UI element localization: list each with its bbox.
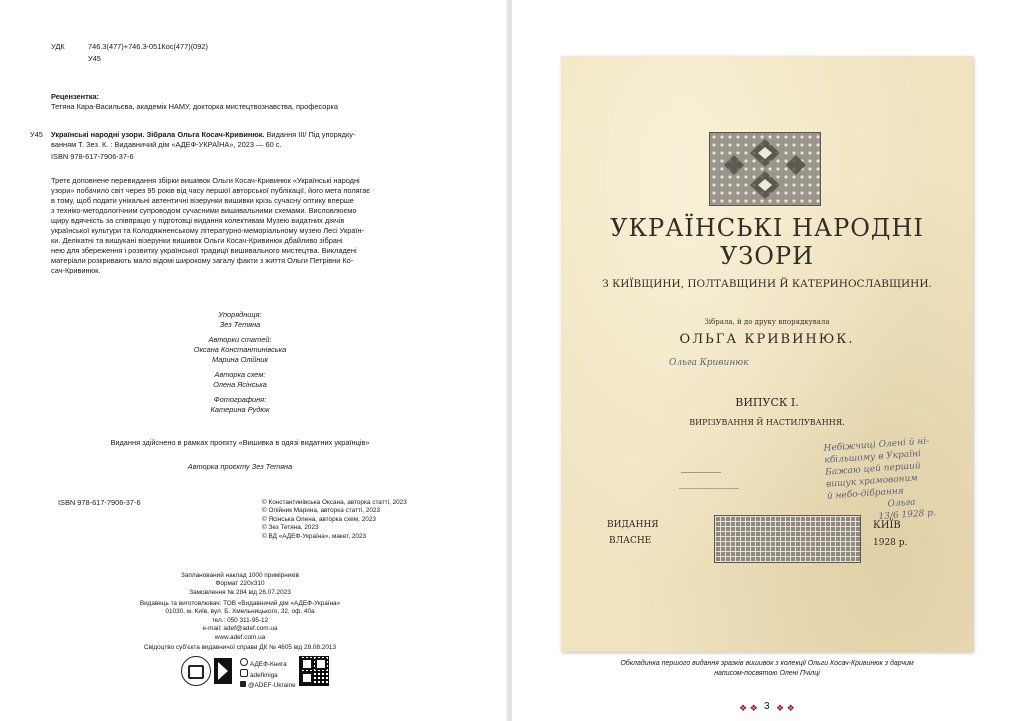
pencil-mark (681, 466, 721, 473)
embroidery-motif-top (709, 132, 821, 206)
cover-edition-1: ВИДАННЯ (607, 520, 659, 530)
cover-signature: Ольга Кривинюк (669, 358, 749, 368)
qr-code (299, 656, 329, 686)
youtube-icon (240, 681, 246, 687)
social-item[interactable] (240, 681, 296, 690)
inscription-line: кбільшому в Україні (824, 449, 922, 466)
publisher-line: www.adef.com.ua (214, 633, 266, 641)
embroidery-motif-bottom (714, 515, 861, 563)
publisher-line: e-mail: adef@adef.com.ua (202, 625, 278, 633)
social-item[interactable] (240, 658, 296, 669)
abstract-line: в тому, щоб подати унікальні автентичні візерунки вишивки крізь сучасну оптику вперше (51, 196, 354, 205)
abstract-line: з техніко-методологічним супроводом сучасними вишивальними схемами. Висловлюємо (51, 206, 357, 215)
inscription-line: Ольга (887, 497, 916, 510)
cover-issue-sub: ВИРІЗУВАННЯ Й НАСТИЛУВАННЯ. (689, 418, 845, 427)
publisher (120, 600, 360, 642)
caption-line: Обкладинка першого видання зразків вишивок з колекції Ольги Косач-Кривинюк з дарчим (620, 660, 914, 667)
ornament-left-icon: ❖ ❖ (739, 703, 758, 713)
adef-logo (181, 656, 211, 686)
biblio-code: У45 (30, 130, 43, 139)
motif-pattern (710, 133, 820, 205)
project-note: Видання здійснено в рамках проєкту «Вишивка в одязі видатних українців» (110, 438, 370, 447)
instagram-icon (240, 669, 248, 677)
biblio-isbn: ISBN 978-617-7906-37-6 (51, 152, 134, 161)
credit-name: Оксана Константинівська (193, 345, 287, 354)
imprint-line: Формат 220х310 (215, 580, 265, 588)
socials (240, 658, 296, 690)
pencil-mark (679, 480, 739, 489)
copyright-line: © Олійник Марина, авторка статті, 2023 (262, 507, 381, 515)
inscription-line: вишук храмованим (825, 473, 919, 490)
udk-value: 746.3(477)+746.3-051Кос(477)(092) (88, 42, 208, 51)
credit-role: Авторка схем: (214, 370, 266, 379)
copyright-line: © Ясінська Олена, авторка схем, 2023 (262, 515, 376, 523)
caption-line: написом-посвятою Олені Пчілці (714, 670, 820, 677)
biblio-rest: Видання III/ Під упорядку- (264, 130, 356, 139)
publisher-line: Видавець та виготовлювач: ТОВ «Видавничий дім «АДЕФ-Україна» (139, 600, 341, 607)
cover-year: 1928 р. (873, 538, 908, 548)
cover-edition-2: ВЛАСНЕ (609, 536, 652, 546)
abstract-line: щиру вдячність за співпрацю у підготовці видання колективам Музею видатних діячів (51, 216, 345, 225)
cover-caption (560, 659, 974, 679)
left-page (0, 0, 508, 721)
credit-name: Марина Олійник (211, 355, 269, 364)
inscription-line: 13/6 1928 р. (878, 508, 937, 523)
abstract-line: української культури та Колодяжненському літературно-меморіальному музею Лесі Україн- (51, 226, 365, 235)
copyright-line: © ВД «АДЕФ-Україна», макет, 2023 (262, 532, 367, 540)
abstract-line: Третє доповнене перевидання збірки вишивок Ольги Косач-Кривинюк «Українські народні (51, 176, 360, 185)
cover-issue: ВИПУСК І. (735, 396, 799, 409)
imprint-line: Замовлення № 284 від 26.07.2023 (189, 588, 291, 596)
credit-role: Фотографиня: (213, 395, 267, 404)
udk-code: У45 (88, 54, 101, 63)
credits (140, 310, 340, 415)
social-label: АДЕФ-Книга (250, 661, 287, 668)
publisher-line: 01030, м. Київ, вул. Б. Хмельницького, 32, оф. 40а (165, 608, 315, 616)
certificate: Свідоцтво суб'єкта видавничої справи ДК № 4605 від 28.08.2013 (143, 644, 337, 651)
credit-name: Олена Ясінська (213, 380, 267, 389)
cover-subtitle: З КИЇВЩИНИ, ПОЛТАВЩИНИ Й КАТЕРИНОСЛАВЩИНИ. (602, 278, 932, 290)
copyright-line: © Константинівська Оксана, авторка статті, 2023 (262, 499, 407, 506)
biblio-line2: ванням Т. Зез. К. : Видавничий дім «АДЕФ-УКРАЇНА», 2023 — 60 с. (51, 140, 282, 149)
imprint (130, 572, 350, 597)
cover-compiled-by: Зібрала, й до друку впорядкувала (704, 318, 830, 326)
cover-author: ОЛЬГА КРИВИНЮК. (679, 332, 855, 347)
abstract-line: матеріали розкривають мало відомі широкому загалу факти з життя Ольги Петрівни Ко- (51, 256, 354, 265)
facebook-icon (240, 658, 248, 666)
social-item[interactable] (240, 669, 296, 680)
credit-name: Катерина Рудюк (210, 405, 270, 414)
isbn-bottom: ISBN 978-617-7906-37-6 (58, 498, 141, 507)
project-author: Авторка проєкту Зез Тетяна (187, 462, 293, 471)
credit-name: Зез Тетяна (219, 320, 261, 329)
page-number: 3 (764, 701, 770, 712)
cover-inscription (823, 435, 936, 526)
biblio-line1 (51, 130, 451, 140)
copyrights (262, 499, 462, 541)
reviewer-text: Тетяна Кара-Васильєва, академік НАМУ, докторка мистецтвознавства, професорка (51, 102, 338, 111)
inscription-line: Бажаю цей перший (824, 461, 922, 478)
cover-city: КИЇВ (873, 520, 901, 531)
abstract-line: нею для збереження і розвитку української традиції вишивального мистецтва. Викладені (51, 246, 357, 255)
biblio-title: Українські народні узори. Зібрала Ольга Косач-Кривинюк. (51, 130, 265, 139)
cover-title-line2: УЗОРИ (719, 242, 815, 270)
cover-title-line1: УКРАЇНСЬКІ НАРОДНІ (610, 214, 924, 242)
abstract (51, 176, 451, 276)
cover-image (561, 56, 973, 652)
credit-role: Авторки статей: (208, 335, 272, 344)
inscription-line: й небо-дібрання (826, 486, 905, 502)
copyright-line: © Зез Тетяна, 2023 (262, 524, 319, 532)
reviewer-heading: Рецензентка: (51, 92, 100, 101)
inscription-line: Небіжчиці Олені й ні- (823, 436, 930, 454)
abstract-line: сач-Кривинюк. (51, 266, 101, 275)
credit-role: Упорядниця: (218, 310, 262, 319)
social-label: @ADEF-Ukraine (248, 681, 296, 689)
udk-label: УДК (51, 42, 65, 51)
ornament-right-icon: ❖ ❖ (776, 703, 795, 713)
publisher-line: тел.: 050 311-95-12 (211, 616, 269, 624)
abstract-line: ки. Делікатні та вишукані візерунки вишивок Ольги Косач-Кривинюк дбайливо зібрані (51, 236, 343, 245)
adef-mark (214, 658, 232, 684)
social-label: adefkniga (250, 672, 278, 680)
imprint-line: Запланований наклад 1000 примірників (181, 572, 299, 579)
abstract-line: узори» побачило світ через 95 років від часу першої авторської публікації, його мета полягає (51, 186, 371, 195)
